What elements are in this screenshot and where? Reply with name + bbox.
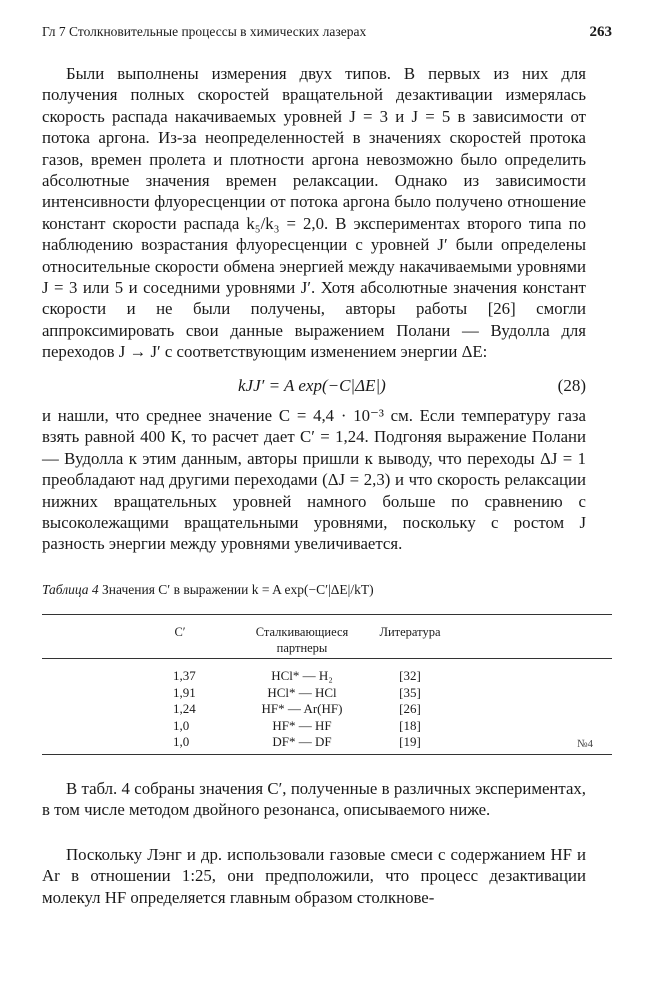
margin-mark: №4 (577, 738, 593, 750)
table-cell-partners: DF* — DF (272, 734, 332, 749)
equation-28 (42, 376, 586, 400)
table-cell-partners: HF* — HF (272, 717, 332, 733)
table-cell-c: 1,91 (173, 684, 196, 700)
table-caption-text: Значения C′ в выражении k = A exp(−C′|ΔE|/kT) (102, 582, 374, 597)
column-header-partners-line1: Сталкивающиеся (255, 625, 349, 639)
table-cell-c: 1,0 (173, 717, 190, 733)
table-cell-partners: HF* — Ar(HF) (261, 701, 343, 716)
paragraph-results: и нашли, что среднее значение C = 4,4 · 10⁻³ см. Если температуру газа взять равной 400 К, то расчет дает C′ = 1,24. Подгоняя выражение Полани — Вудолла к этим данным, авторы пришли к выводу, что переходы ΔJ = 1 преобладают над другими переходами (ΔJ = 2,3) и что скорость релаксации нижних вращательных уровней намного больше по сравнению с высоколежащими вращательными уровнями, поскольку с ростом J разность энергии между уровнями увеличивается. (42, 406, 586, 554)
equation-formula: kJJ′ = A exp(−C|ΔE|) (238, 376, 386, 395)
table-cell-c: 1,24 (173, 701, 196, 716)
table-cell-reference: [26] (399, 701, 421, 716)
table-cell-partners: HCl* — H₂ (271, 668, 333, 683)
column-header-reference: Литература (379, 625, 441, 639)
page-header (42, 24, 612, 44)
column-header-partners (246, 624, 358, 656)
paragraph-lang-mixtures: Поскольку Лэнг и др. использовали газовые смеси с содержанием HF и Ar в отношении 1:25, они предположили, что процесс дезактивации молекул HF определяется главным образом столкнове- (42, 845, 586, 907)
table-cell-partners: HCl* — HCl (267, 684, 337, 700)
table-header-rule (42, 658, 612, 659)
table-cell-reference: [19] (399, 734, 421, 749)
table-cell-reference: [35] (399, 684, 421, 700)
table-cell-c: 1,0 (173, 734, 190, 749)
equation-number: (28) (557, 376, 586, 395)
table-cell-reference: [18] (399, 717, 421, 733)
running-title: Гл 7 Столкновительные процессы в химических лазерах (42, 24, 367, 39)
column-header-partners-line2: партнеры (276, 641, 328, 655)
column-header-c-prime: C′ (174, 625, 186, 639)
page-number: 263 (589, 24, 612, 40)
table-cell-reference: [32] (399, 668, 421, 683)
table-bottom-rule (42, 754, 612, 755)
table-caption-label: Таблица 4 (42, 582, 99, 597)
table-caption (42, 582, 602, 598)
table-top-rule (42, 614, 612, 615)
paragraph-table-summary: В табл. 4 собраны значения C′, полученные в различных экспериментах, в том числе методом двойного резонанса, описываемого ниже. (42, 779, 586, 820)
paragraph-measurements: Были выполнены измерения двух типов. В первых из них для получения полных скоростей вращательной дезактивации измерялась скорость распада накачиваемых уровней J = 3 и J = 5 в зависимости от потока аргона. Из-за неопределенностей в значениях скоростей протока газов, времен пролета и плотности аргона невозможно было определить абсолютные значения времен релаксации. Однако из зависимости интенсивности флуоресценции от потока аргона было получено отношение констант скорости распада k₅/k₃ = 2,0. В экспериментах второго типа по наблюдению возрастания флуоресценции с уровней J′ были определены относительные скорости обмена энергией между накачиваемыми уровнями J = 3 или 5 и соседними уровнями J′. Хотя абсолютные значения констант скорости и не были получены, авторы работы [26] смогли аппроксимировать свои данные выражением Полани — Вудолла для переходов J → J′ с соответствующим изменением энергии ΔE: (42, 64, 586, 362)
table-cell-c: 1,37 (173, 668, 196, 683)
